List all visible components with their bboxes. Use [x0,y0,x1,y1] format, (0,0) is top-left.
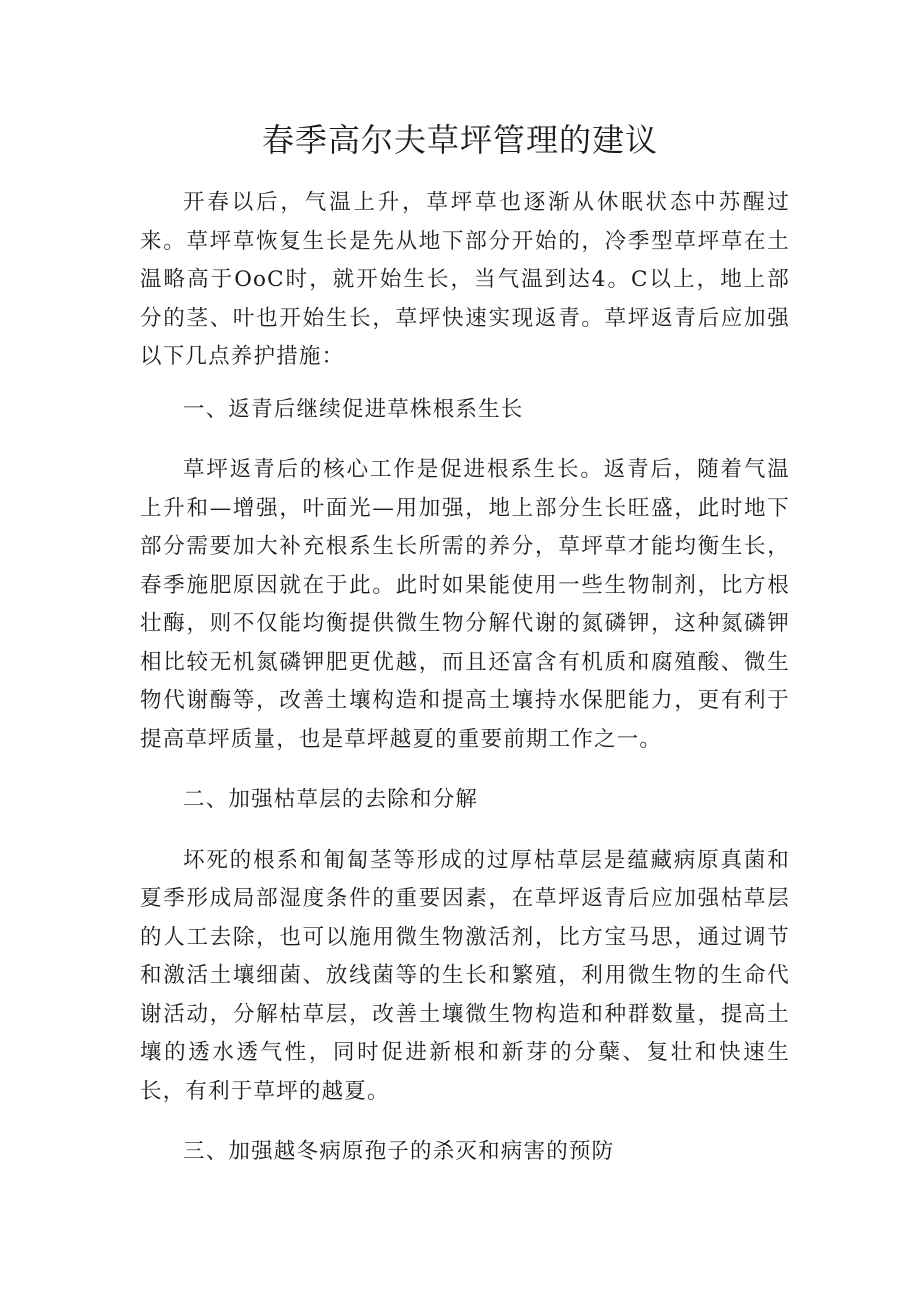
section-body-1: 草坪返青后的核心工作是促进根系生长。返青后，随着气温上升和—增强，叶面光—用加强，地上部分生长旺盛，此时地下部分需要加大补充根系生长所需的养分，草坪草才能均衡生长，春季施肥原因就在于此。此时如果能使用一些生物制剂，比方根壮酶，则不仅能均衡提供微生物分解代谢的氮磷钾，这种氮磷钾相比较无机氮磷钾肥更优越，而且还富含有机质和腐殖酸、微生物代谢酶等，改善土壤构造和提高土壤持水保肥能力，更有利于提高草坪质量，也是草坪越夏的重要前期工作之一。 [140,457,790,752]
document-title: 春季高尔夫草坪管理的建议 [261,121,658,159]
section-body-2: 坏死的根系和匍匐茎等形成的过厚枯草层是蕴藏病原真菌和夏季形成局部湿度条件的重要因素，在草坪返青后应加强枯草层的人工去除，也可以施用微生物激活剂，比方宝马思，通过调节和激活土壤细菌、放线菌等的生长和繁殖，利用微生物的生命代谢活动，分解枯草层，改善土壤微生物构造和种群数量，提高土壤的透水透气性，同时促进新根和新芽的分蘖、复壮和快速生长，有利于草坪的越夏。 [140,847,790,1104]
document-body [140,184,790,1194]
intro-paragraph: 开春以后，气温上升，草坪草也逐渐从休眠状态中苏醒过来。草坪草恢复生长是先从地下部分开始的，冷季型草坪草在土温略高于OoC时，就开始生长，当气温到达4。C以上，地上部分的茎、叶也开始生长，草坪快速实现返青。草坪返青后应加强以下几点养护措施： [140,190,790,369]
section-heading-2: 二、加强枯草层的去除和分解 [183,787,479,812]
section-heading-3: 三、加强越冬病原孢子的杀灭和病害的预防 [183,1139,615,1164]
section-heading-1: 一、返青后继续促进草株根系生长 [183,396,524,422]
